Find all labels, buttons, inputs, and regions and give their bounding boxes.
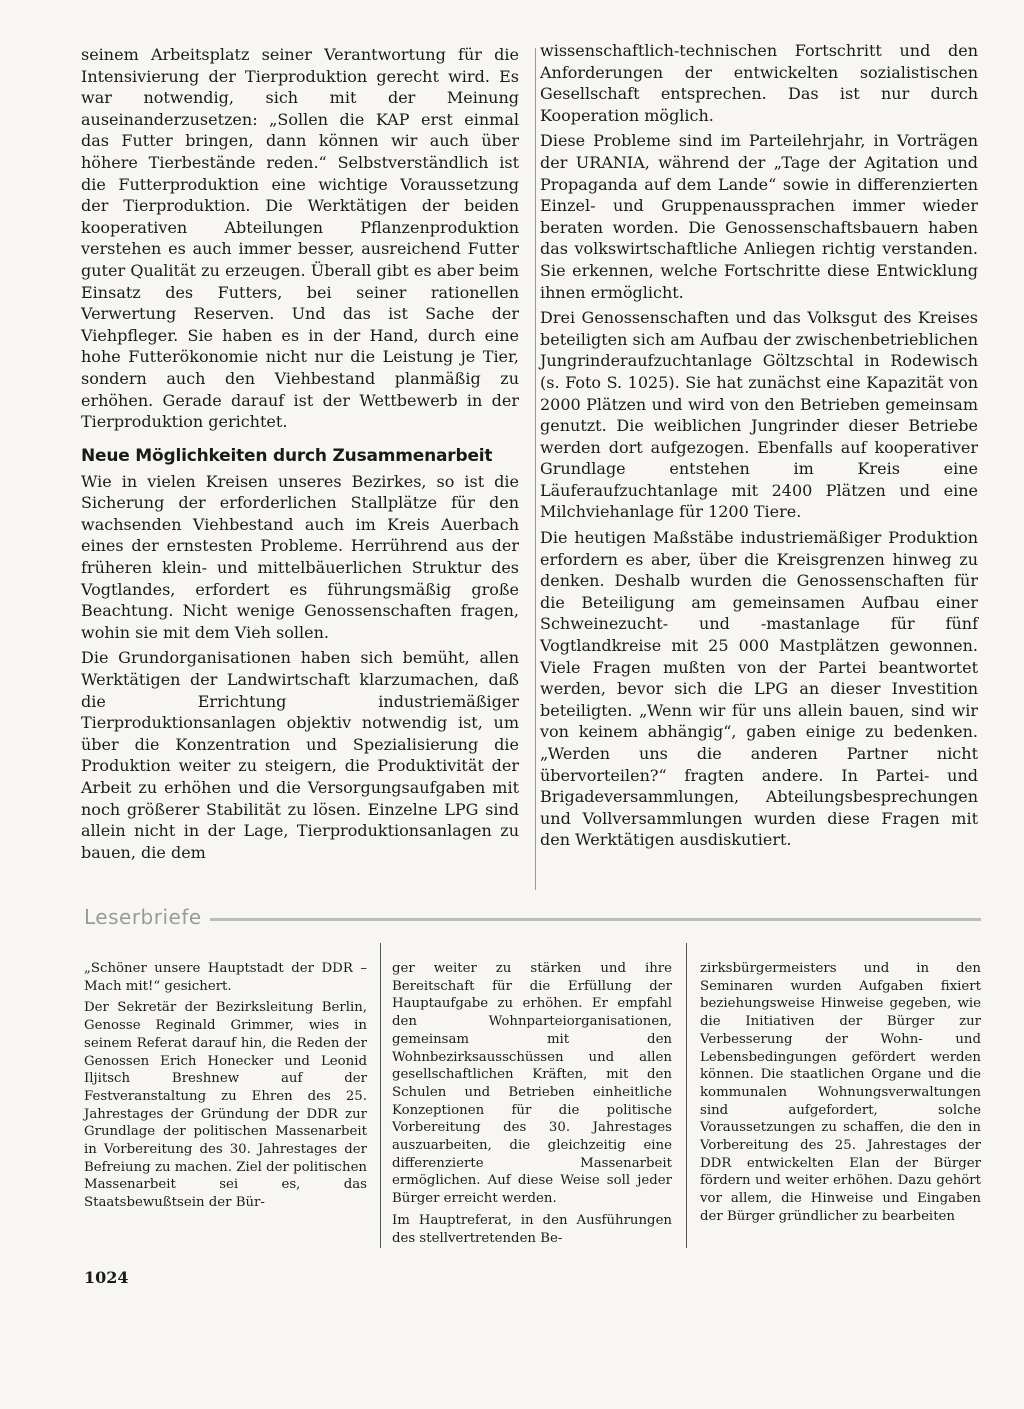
paragraph: Die Grundorganisationen haben sich bemüht, allen Werktätigen der Landwirtschaft klarzumachen, daß die Errichtung industriemäßiger Tierproduktionsanlagen objektiv notwendig ist, um über die Konzentration und Spezialisierung die Produktion weiter zu steigern, die Produktivität der Arbeit zu erhöhen und die Versorgungsaufgaben mit noch größerer Stabilität zu lösen. Einzelne LPG sind allein nicht in der Lage, Tierproduktionsanlagen zu bauen, die dem [81,648,519,862]
paragraph: Drei Genossenschaften und das Volksgut des Kreises beteiligten sich am Aufbau der zwischenbetrieblichen Jungrinderaufzuchtanlage Göltzschtal in Rodewisch (s. Foto S. 1025). Sie hat zunächst eine Kapazität von 2000 Plätzen und wird von den Betrieben gemeinsam genutzt. Die weiblichen Jungrinder dieser Betriebe werden dort aufgezogen. Ebenfalls auf kooperativer Grundlage entstehen im Kreis eine Läuferaufzuchtanlage mit 2400 Plätzen und eine Milchviehanlage für 1200 Tiere. [540,308,978,522]
page-number: 1024 [84,1268,129,1287]
paragraph: Die heutigen Maßstäbe industriemäßiger Produktion erfordern es aber, über die Kreisgrenzen hinweg zu denken. Deshalb wurden die Genossenschaften für die Beteiligung am gemeinsamen Aufbau einer Schweinezucht- und -mastanlage für fünf Vogtlandkreise mit 25 000 Mastplätzen gewonnen. Viele Fragen mußten von der Partei beantwortet werden, bevor sich die LPG an dieser Investition beteiligten. „Wenn wir für uns allein bauen, sind wir von keinem abhängig“, gaben einige zu bedenken. „Werden uns die anderen Partner nicht übervorteilen?“ fragten andere. In Partei- und Brigadeversammlungen, Abteilungsbesprechungen und Vollversammlungen wurden diese Fragen mit den Werktätigen ausdiskutiert. [540,528,978,850]
paragraph: zirksbürgermeisters und in den Seminaren wurden Aufgaben fixiert beziehungsweise Hinweise gegeben, wie die Initiativen der Bürger zur Verbesserung der Wohn- und Lebensbedingungen gefördert werden können. Die staatlichen Organe und die kommunalen Wohnungsverwaltungen sind aufgefordert, solche Voraussetzungen zu schaffen, die den in Vorbereitung des 25. Jahrestages der DDR entwickelten Elan der Bürger fördern und weiter erhöhen. Dazu gehört vor allem, die Hinweise und Eingaben der Bürger gründlicher zu bearbeiten [700,961,981,1224]
column-divider [380,943,381,1248]
paragraph: Diese Probleme sind im Parteilehrjahr, in Vorträgen der URANIA, während der „Tage der Agitation und Propaganda auf dem Lande“ sowie in differenzierten Einzel- und Gruppenaussprachen immer wieder beraten worden. Die Genossenschaftsbauern haben das volkswirtschaftliche Anliegen richtig verstanden. Sie erkennen, welche Fortschritte diese Entwicklung ihnen ermöglicht. [540,131,978,302]
letters-column-1 [84,960,367,1216]
column-divider [535,48,536,890]
section-rule [210,918,981,921]
article-right-column [540,40,978,855]
article-subheading: Neue Möglichkeiten durch Zusammenarbeit [81,445,493,466]
section-header [84,905,981,929]
letters-column-2 [392,960,672,1251]
paragraph: wissenschaftlich-technischen Fortschritt und den Anforderungen der entwickelten sozialistischen Gesellschaft entsprechen. Das ist nur durch Kooperation möglich. [540,41,978,125]
paragraph: Der Sekretär der Bezirksleitung Berlin, Genosse Reginald Grimmer, wies in seinem Referat darauf hin, die Reden der Genossen Erich Honecker und Leonid Iljitsch Breshnew auf der Festveranstaltung zu Ehren des 25. Jahrestages der Gründung der DDR zur Grundlage der politischen Massenarbeit in Vorbereitung des 30. Jahrestages der Befreiung zu machen. Ziel der politischen Massenarbeit sei es, das Staatsbewußtsein der Bür- [84,1000,367,1211]
paragraph: seinem Arbeitsplatz seiner Verantwortung für die Intensivierung der Tierproduktion gerecht wird. Es war notwendig, sich mit der Meinung auseinanderzusetzen: „Sollen die KAP erst einmal das Futter bringen, dann können wir auch über höhere Tierbestände reden.“ Selbstverständlich ist die Futterproduktion eine wichtige Voraussetzung der Tierproduktion. Die Werktätigen der beiden kooperativen Abteilungen Pflanzenproduktion verstehen es auch immer besser, ausreichend Futter guter Qualität zu erzeugen. Überall gibt es aber beim Einsatz des Futters, bei seiner rationellen Verwertung Reserven. Und das ist Sache der Viehpfleger. Sie haben es in der Hand, durch eine hohe Futterökonomie nicht nur die Leistung je Tier, sondern auch den Viehbestand planmäßig zu erhöhen. Gerade darauf ist der Wettbewerb in der Tierproduktion gerichtet. [81,45,519,432]
section-title: Leserbriefe [84,905,202,929]
paragraph: Im Hauptreferat, in den Ausführungen des stellvertretenden Be- [392,1212,672,1246]
paragraph: ger weiter zu stärken und ihre Bereitschaft für die Erfüllung der Hauptaufgabe zu erhöhen. Er empfahl den Wohnparteiorganisationen, gemeinsam mit den Wohnbezirksausschüssen und allen gesellschaftlichen Kräften, mit den Schulen und Betrieben einheitliche Konzeptionen für die politische Vorbereitung des 30. Jahrestages auszuarbeiten, die gleichzeitig eine differenzierte Massenarbeit ermöglichen. Auf diese Weise soll jeder Bürger erreicht werden. [392,961,672,1207]
article-left-column [81,44,519,867]
column-divider [686,943,687,1248]
paragraph: Wie in vielen Kreisen unseres Bezirkes, so ist die Sicherung der erforderlichen Stallplätze für den wachsenden Viehbestand auch im Kreis Auerbach eines der ernstesten Probleme. Herrührend aus der früheren klein- und mittelbäuerlichen Struktur des Vogtlandes, erfordert es führungsmäßig große Beachtung. Nicht wenige Genossenschaften fragen, wohin sie mit dem Vieh sollen. [81,471,519,642]
paragraph: „Schöner unsere Hauptstadt der DDR – Mach mit!“ gesichert. [84,961,367,994]
letters-column-3 [700,960,981,1230]
